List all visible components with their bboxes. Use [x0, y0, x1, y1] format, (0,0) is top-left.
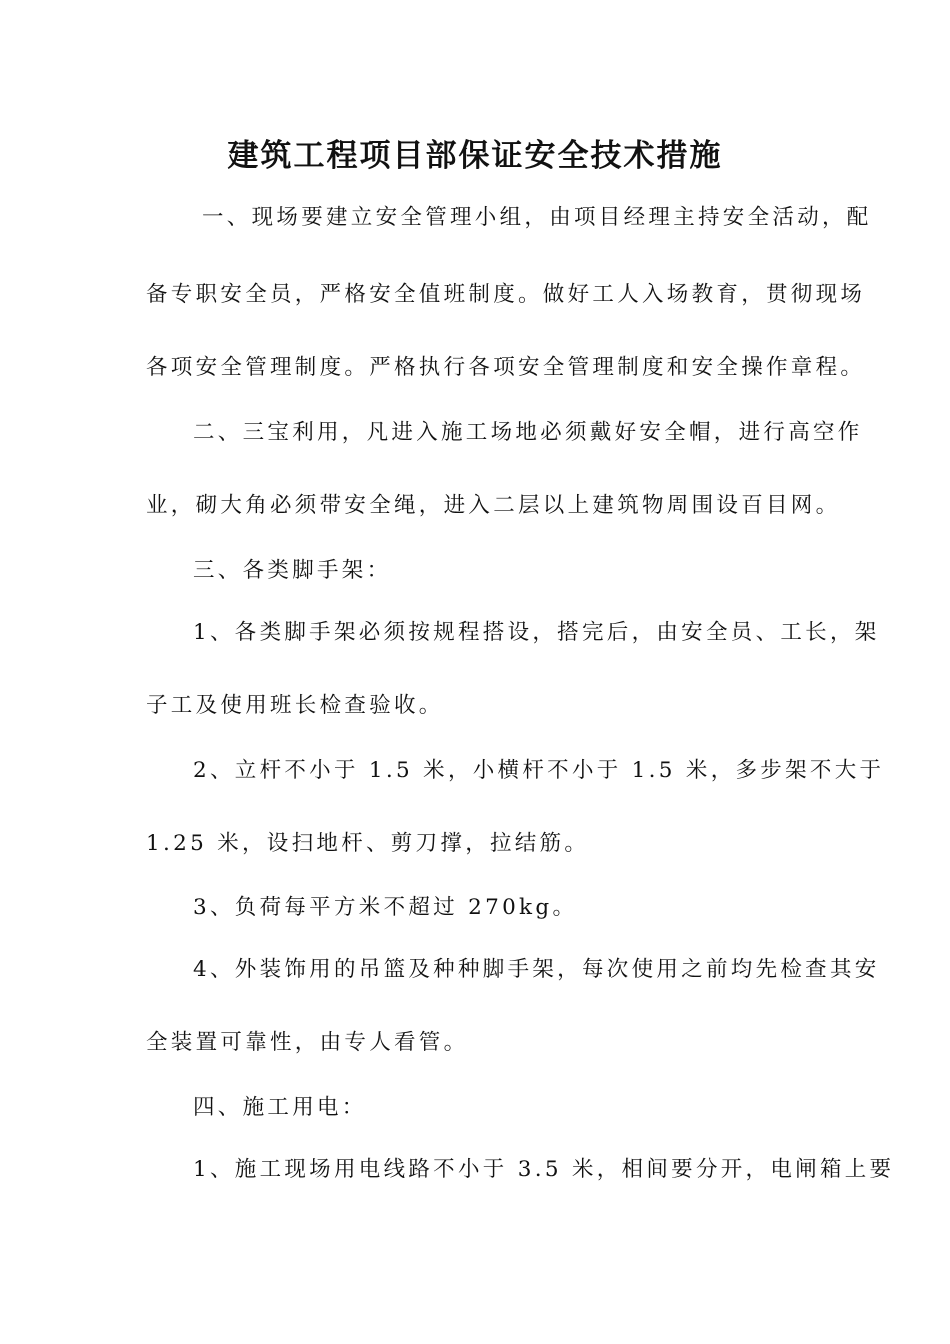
section-heading: 四、施工用电： [193, 1095, 367, 1120]
paragraph-line: 1.25 米，设扫地杆、剪刀撑，拉结筋。 [146, 831, 590, 856]
paragraph-line: 二、三宝利用，凡进入施工场地必须戴好安全帽，进行高空作 [193, 420, 863, 445]
paragraph-line: 4、外装饰用的吊篮及种种脚手架，每次使用之前均先检查其安 [193, 957, 880, 982]
paragraph-line: 业，砌大角必须带安全绳，进入二层以上建筑物周围设百目网。 [146, 493, 841, 518]
section-heading: 三、各类脚手架： [193, 558, 392, 583]
paragraph-line: 3、负荷每平方米不超过 270kg。 [193, 895, 578, 920]
paragraph-line: 全装置可靠性，由专人看管。 [146, 1030, 469, 1055]
paragraph-line: 各项安全管理制度。严格执行各项安全管理制度和安全操作章程。 [146, 355, 866, 380]
document-title: 建筑工程项目部保证安全技术措施 [227, 138, 723, 174]
paragraph-line: 1、各类脚手架必须按规程搭设，搭完后，由安全员、工长，架 [193, 620, 880, 645]
paragraph-line: 备专职安全员，严格安全值班制度。做好工人入场教育，贯彻现场 [146, 282, 866, 307]
paragraph-line: 2、立杆不小于 1.5 米，小横杆不小于 1.5 米，多步架不大于 [193, 758, 885, 783]
paragraph-line: 一、现场要建立安全管理小组，由项目经理主持安全活动，配 [202, 205, 872, 230]
paragraph-line: 子工及使用班长检查验收。 [146, 693, 444, 718]
paragraph-line: 1、施工现场用电线路不小于 3.5 米，相间要分开，电闸箱上要 [193, 1157, 895, 1182]
